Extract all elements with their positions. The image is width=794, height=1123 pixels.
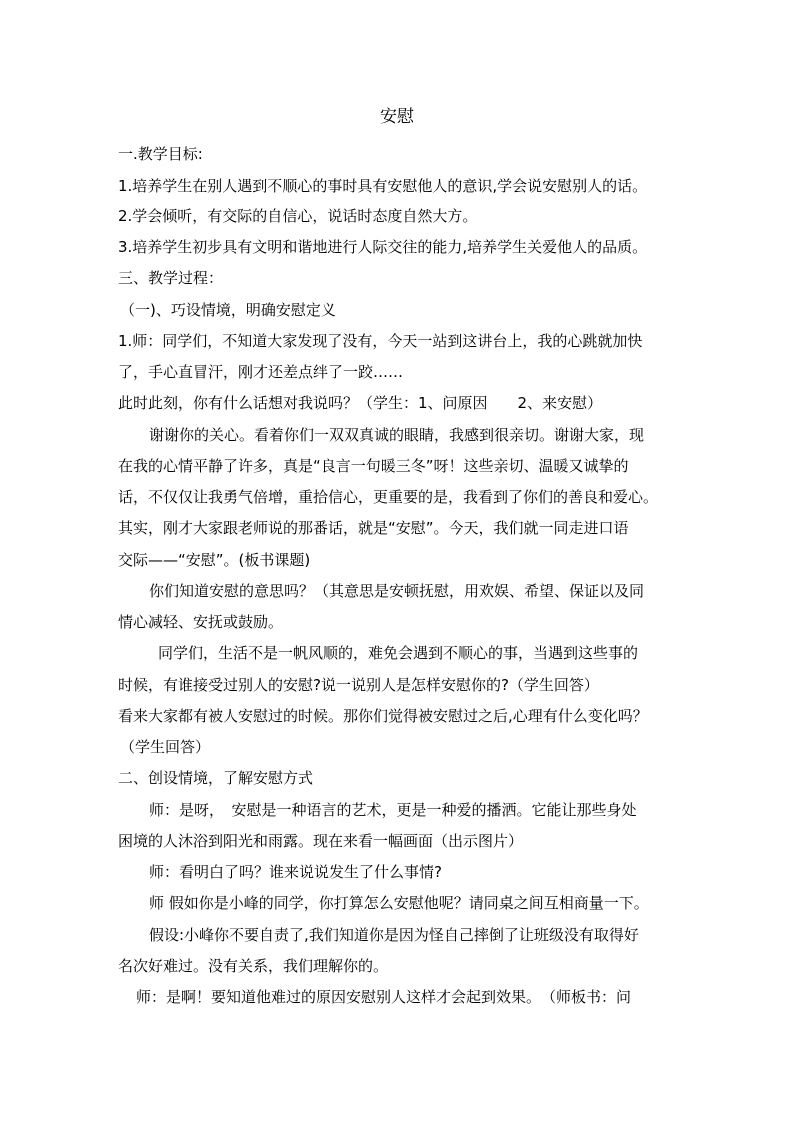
text-line: 2.学会倾听，有交际的自信心，说话时态度自然大方。 — [118, 207, 478, 225]
text-line: 师 假如你是小峰的同学，你打算怎么安慰他呢？请同桌之间互相商量一下。 — [149, 894, 649, 912]
text-line: 情心减轻、安抚或鼓励。 — [118, 613, 284, 631]
text-line: 一.教学目标: — [118, 145, 203, 163]
text-line: 其实，刚才大家跟老师说的那番话，就是“安慰”。今天，我们就一同走进口语 — [118, 519, 629, 537]
text-line: 1.师：同学们，不知道大家发现了没有，今天一站到这讲台上，我的心跳就加快 — [118, 332, 643, 350]
text-line: （学生回答） — [120, 738, 211, 756]
text-line: 谢谢你的关心。看着你们一双双真诚的眼睛，我感到很亲切。谢谢大家，现 — [149, 426, 645, 444]
text-line: 师：看明白了吗？谁来说说发生了什么事情? — [149, 863, 442, 881]
text-line: 三、教学过程： — [118, 269, 224, 287]
text-line: 师：是呀， 安慰是一种语言的艺术，更是一种爱的播洒。它能让那些身处 — [149, 801, 637, 819]
text-line: 名次好难过。没有关系，我们理解你的。 — [118, 957, 389, 975]
text-line: 3.培养学生初步具有文明和谐地进行人际交往的能力,培养学生关爱他人的品质。 — [118, 238, 648, 256]
text-line: 时候，有谁接受过别人的安慰?说一说别人是怎样安慰你的?（学生回答） — [118, 676, 599, 694]
text-line: 话，不仅仅让我勇气倍增，重拾信心，更重要的是，我看到了你们的善良和爱心。 — [118, 488, 659, 506]
text-line: 看来大家都有被人安慰过的时候。那你们觉得被安慰过之后,心理有什么变化吗？ — [118, 707, 648, 725]
text-line: （一)、巧设情境，明确安慰定义 — [120, 301, 336, 319]
document-title: 安慰 — [380, 107, 414, 127]
text-line: 同学们，生活不是一帆风顺的，难免会遇到不顺心的事，当遇到这些事的 — [158, 644, 639, 662]
text-line: 1.培养学生在别人遇到不顺心的事时具有安慰他人的意识,学会说安慰别人的话。 — [118, 177, 648, 195]
text-line: 交际——“安慰”。(板书课题) — [118, 551, 311, 569]
text-line: 在我的心情平静了许多，真是“良言一句暖三冬”呀！这些亲切、温暖又诚挚的 — [118, 457, 629, 475]
text-line: 假设:小峰你不要自责了,我们知道你是因为怪自己摔倒了让班级没有取得好 — [149, 926, 639, 944]
text-line: 了，手心直冒汗，刚才还差点绊了一跤…… — [118, 363, 404, 381]
text-line: 困境的人沐浴到阳光和雨露。现在来看一幅画面（出示图片） — [118, 832, 524, 850]
text-line: 你们知道安慰的意思吗？（其意思是安顿抚慰，用欢娱、希望、保证以及同 — [149, 582, 645, 600]
text-line: 师：是啊！要知道他难过的原因安慰别人这样才会起到效果。 （师板书：问 — [136, 988, 632, 1006]
text-line: 二、创设情境，了解安慰方式 — [118, 769, 314, 787]
text-line: 此时此刻，你有什么话想对我说吗？（学生：1、问原因 2、来安慰） — [118, 394, 603, 412]
